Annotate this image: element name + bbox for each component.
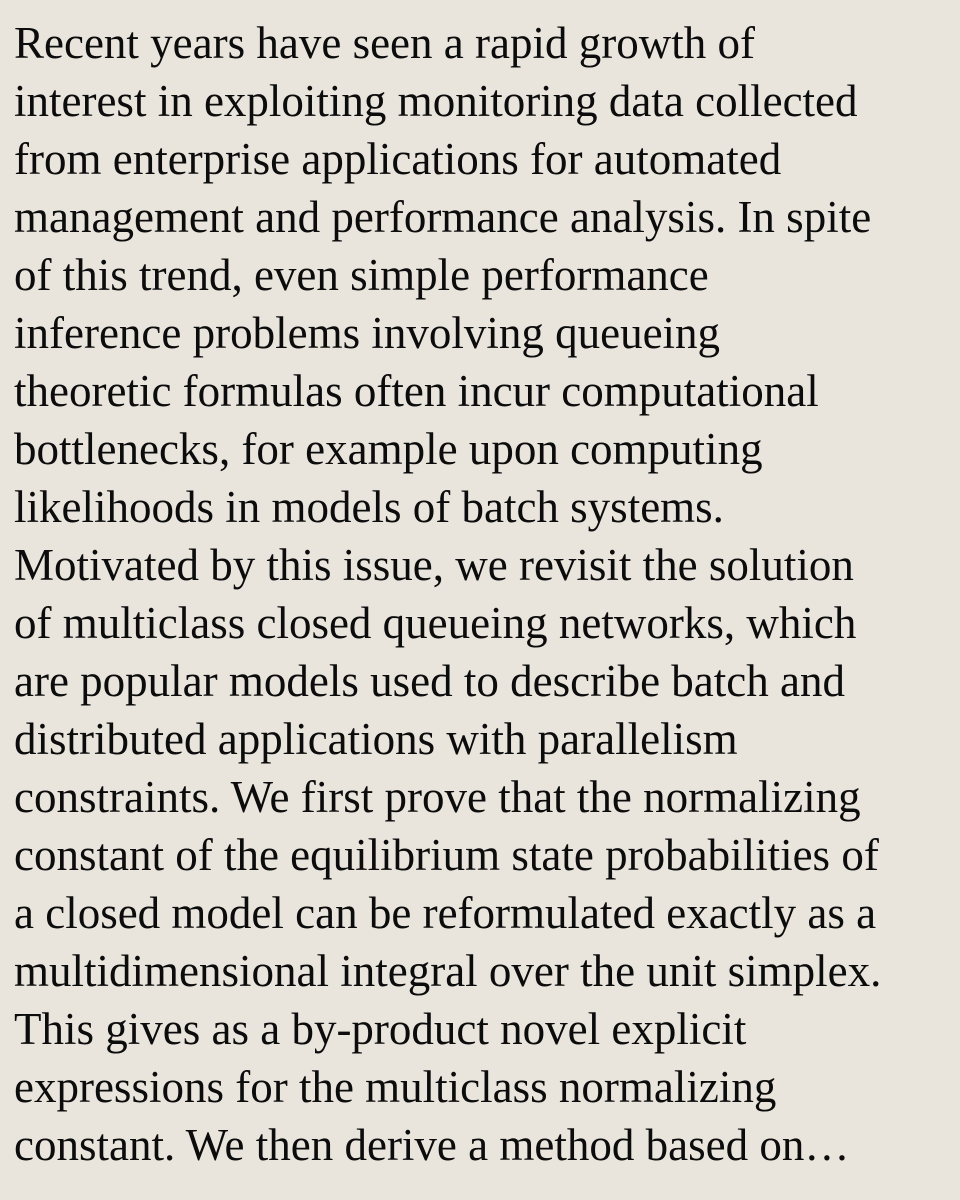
text-line: interest in exploiting monitoring data collected — [14, 76, 858, 126]
text-line: constant of the equilibrium state probabilities of — [14, 830, 879, 880]
text-line: from enterprise applications for automated — [14, 134, 782, 184]
text-line: Recent years have seen a rapid growth of — [14, 18, 755, 68]
abstract-paragraph — [14, 14, 946, 1174]
text-line: a closed model can be reformulated exactly as a — [14, 888, 877, 938]
text-line: expressions for the multiclass normalizing — [14, 1062, 777, 1112]
text-line: of multiclass closed queueing networks, which — [14, 598, 857, 648]
text-line: This gives as a by-product novel explicit — [14, 1004, 747, 1054]
text-line: management and performance analysis. In spite — [14, 192, 872, 242]
text-line: Motivated by this issue, we revisit the solution — [14, 540, 854, 590]
text-line: likelihoods in models of batch systems. — [14, 482, 724, 532]
text-line: multidimensional integral over the unit simplex. — [14, 946, 882, 996]
text-line: of this trend, even simple performance — [14, 250, 709, 300]
text-line: theoretic formulas often incur computational — [14, 366, 819, 416]
text-line: inference problems involving queueing — [14, 308, 721, 358]
text-line: constant. We then derive a method based on… — [14, 1120, 850, 1170]
text-line: constraints. We first prove that the normalizing — [14, 772, 861, 822]
text-line: are popular models used to describe batch and — [14, 656, 845, 706]
text-line: distributed applications with parallelism — [14, 714, 738, 764]
text-line: bottlenecks, for example upon computing — [14, 424, 763, 474]
